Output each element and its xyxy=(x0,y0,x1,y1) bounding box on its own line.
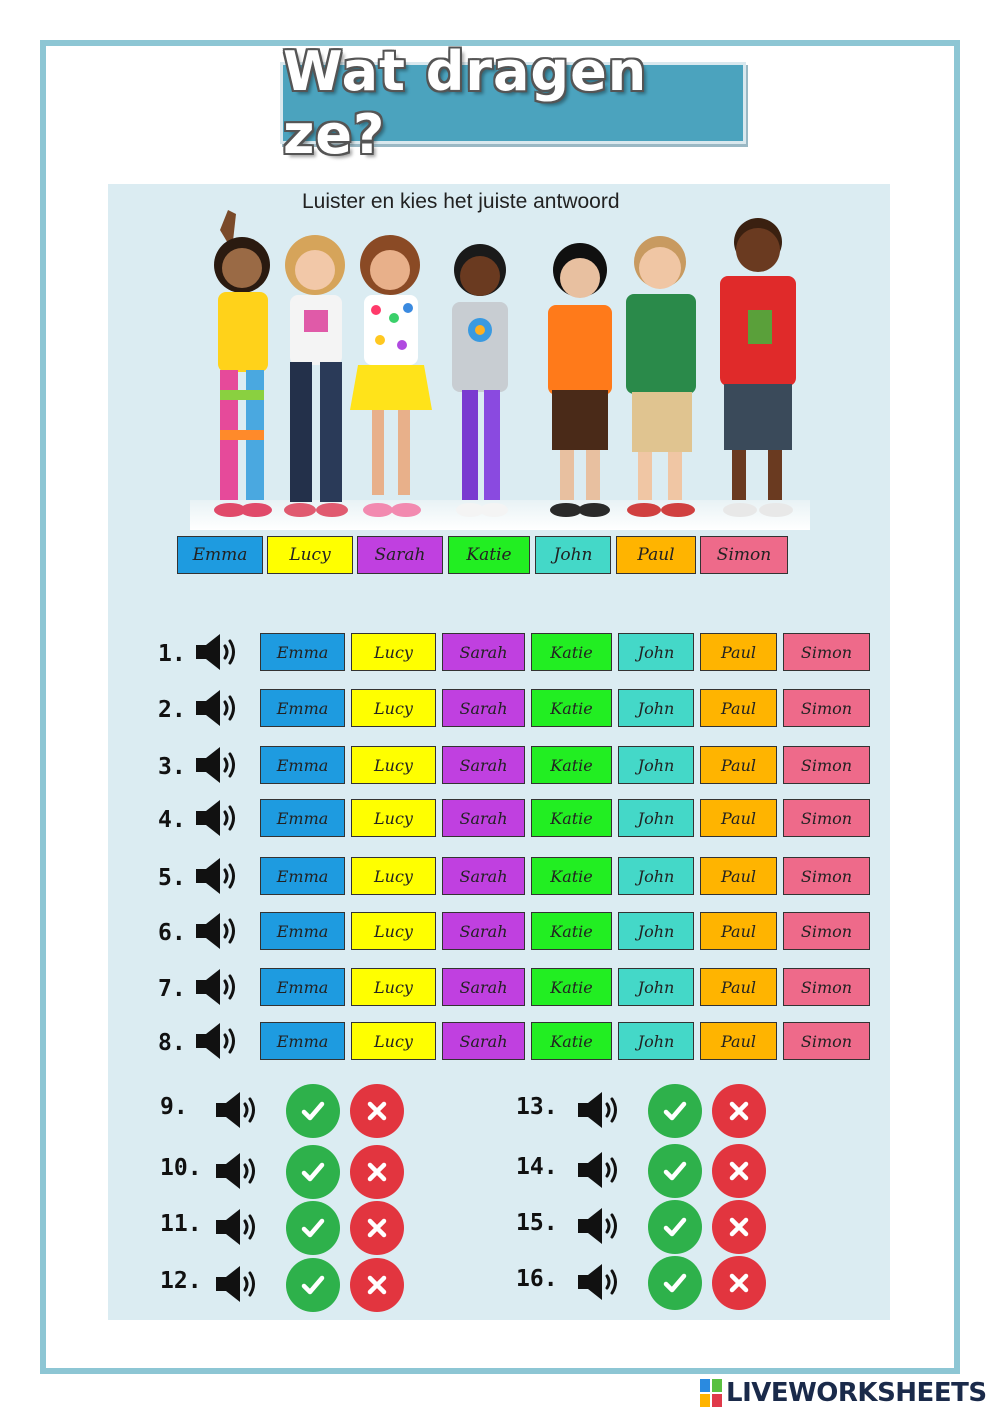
option-sarah[interactable]: Sarah xyxy=(442,746,525,784)
speaker-icon[interactable] xyxy=(194,688,242,728)
option-paul[interactable]: Paul xyxy=(700,912,777,950)
option-katie[interactable]: Katie xyxy=(531,799,612,837)
option-simon[interactable]: Simon xyxy=(783,799,870,837)
option-lucy[interactable]: Lucy xyxy=(351,857,436,895)
check-icon[interactable] xyxy=(286,1258,340,1312)
name-label-simon: Simon xyxy=(700,536,788,574)
question-number: 6. xyxy=(158,920,186,946)
option-emma[interactable]: Emma xyxy=(260,799,345,837)
name-label-paul: Paul xyxy=(616,536,696,574)
option-emma[interactable]: Emma xyxy=(260,633,345,671)
option-simon[interactable]: Simon xyxy=(783,968,870,1006)
option-lucy[interactable]: Lucy xyxy=(351,799,436,837)
option-simon[interactable]: Simon xyxy=(783,1022,870,1060)
question-number: 12. xyxy=(160,1268,202,1294)
option-emma[interactable]: Emma xyxy=(260,689,345,727)
name-label-emma: Emma xyxy=(177,536,263,574)
option-john[interactable]: John xyxy=(618,689,694,727)
option-simon[interactable]: Simon xyxy=(783,689,870,727)
name-label-john: John xyxy=(535,536,611,574)
check-icon[interactable] xyxy=(648,1200,702,1254)
option-sarah[interactable]: Sarah xyxy=(442,799,525,837)
option-paul[interactable]: Paul xyxy=(700,689,777,727)
speaker-icon[interactable] xyxy=(194,745,242,785)
option-paul[interactable]: Paul xyxy=(700,746,777,784)
check-icon[interactable] xyxy=(648,1144,702,1198)
option-john[interactable]: John xyxy=(618,633,694,671)
cross-icon[interactable] xyxy=(712,1256,766,1310)
option-lucy[interactable]: Lucy xyxy=(351,746,436,784)
cross-icon[interactable] xyxy=(712,1200,766,1254)
option-emma[interactable]: Emma xyxy=(260,746,345,784)
option-john[interactable]: John xyxy=(618,857,694,895)
option-paul[interactable]: Paul xyxy=(700,1022,777,1060)
question-number: 3. xyxy=(158,754,186,780)
option-simon[interactable]: Simon xyxy=(783,633,870,671)
child-5 xyxy=(548,243,612,517)
option-emma[interactable]: Emma xyxy=(260,968,345,1006)
option-lucy[interactable]: Lucy xyxy=(351,689,436,727)
option-simon[interactable]: Simon xyxy=(783,746,870,784)
question-number: 7. xyxy=(158,976,186,1002)
option-simon[interactable]: Simon xyxy=(783,912,870,950)
name-label-katie: Katie xyxy=(448,536,530,574)
name-label-sarah: Sarah xyxy=(357,536,443,574)
cross-icon[interactable] xyxy=(350,1084,404,1138)
option-john[interactable]: John xyxy=(618,746,694,784)
question-number: 10. xyxy=(160,1155,202,1181)
cross-icon[interactable] xyxy=(350,1258,404,1312)
question-number: 4. xyxy=(158,807,186,833)
option-lucy[interactable]: Lucy xyxy=(351,912,436,950)
speaker-icon[interactable] xyxy=(194,798,242,838)
question-number: 15. xyxy=(516,1210,558,1236)
question-number: 8. xyxy=(158,1030,186,1056)
check-icon[interactable] xyxy=(648,1256,702,1310)
option-katie[interactable]: Katie xyxy=(531,912,612,950)
cross-icon[interactable] xyxy=(350,1201,404,1255)
option-emma[interactable]: Emma xyxy=(260,1022,345,1060)
option-sarah[interactable]: Sarah xyxy=(442,857,525,895)
child-2 xyxy=(284,235,348,517)
child-7 xyxy=(720,218,796,517)
speaker-icon[interactable] xyxy=(194,856,242,896)
option-emma[interactable]: Emma xyxy=(260,912,345,950)
question-number: 11. xyxy=(160,1211,202,1237)
option-john[interactable]: John xyxy=(618,1022,694,1060)
option-sarah[interactable]: Sarah xyxy=(442,968,525,1006)
option-emma[interactable]: Emma xyxy=(260,857,345,895)
option-sarah[interactable]: Sarah xyxy=(442,689,525,727)
check-icon[interactable] xyxy=(648,1084,702,1138)
question-number: 5. xyxy=(158,865,186,891)
speaker-icon[interactable] xyxy=(194,632,242,672)
logo-icon xyxy=(700,1379,722,1407)
option-simon[interactable]: Simon xyxy=(783,857,870,895)
speaker-icon[interactable] xyxy=(214,1264,262,1304)
option-paul[interactable]: Paul xyxy=(700,633,777,671)
speaker-icon[interactable] xyxy=(576,1206,624,1246)
check-icon[interactable] xyxy=(286,1201,340,1255)
option-katie[interactable]: Katie xyxy=(531,857,612,895)
speaker-icon[interactable] xyxy=(194,911,242,951)
page-title: Wat dragen ze? xyxy=(283,40,648,166)
question-number: 16. xyxy=(516,1266,558,1292)
title-banner xyxy=(280,40,746,166)
speaker-icon[interactable] xyxy=(214,1090,262,1130)
speaker-icon[interactable] xyxy=(214,1151,262,1191)
logo-text: LIVEWORKSHEETS xyxy=(726,1378,987,1408)
check-icon[interactable] xyxy=(286,1084,340,1138)
option-katie[interactable]: Katie xyxy=(531,1022,612,1060)
question-number: 9. xyxy=(160,1094,188,1120)
option-paul[interactable]: Paul xyxy=(700,857,777,895)
option-lucy[interactable]: Lucy xyxy=(351,633,436,671)
question-number: 13. xyxy=(516,1094,558,1120)
speaker-icon[interactable] xyxy=(576,1090,624,1130)
children-photo xyxy=(180,210,810,530)
option-katie[interactable]: Katie xyxy=(531,746,612,784)
speaker-icon[interactable] xyxy=(194,967,242,1007)
question-number: 2. xyxy=(158,697,186,723)
option-katie[interactable]: Katie xyxy=(531,968,612,1006)
option-katie[interactable]: Katie xyxy=(531,689,612,727)
option-john[interactable]: John xyxy=(618,968,694,1006)
option-sarah[interactable]: Sarah xyxy=(442,912,525,950)
cross-icon[interactable] xyxy=(712,1144,766,1198)
child-3 xyxy=(350,235,432,517)
option-katie[interactable]: Katie xyxy=(531,633,612,671)
option-lucy[interactable]: Lucy xyxy=(351,1022,436,1060)
option-sarah[interactable]: Sarah xyxy=(442,633,525,671)
option-lucy[interactable]: Lucy xyxy=(351,968,436,1006)
liveworksheets-logo xyxy=(700,1377,987,1409)
option-paul[interactable]: Paul xyxy=(700,968,777,1006)
check-icon[interactable] xyxy=(286,1145,340,1199)
instruction-text: Luister en kies het juiste antwoord xyxy=(302,190,620,213)
option-sarah[interactable]: Sarah xyxy=(442,1022,525,1060)
child-6 xyxy=(626,236,696,517)
speaker-icon[interactable] xyxy=(214,1207,262,1247)
option-john[interactable]: John xyxy=(618,912,694,950)
question-number: 14. xyxy=(516,1154,558,1180)
cross-icon[interactable] xyxy=(712,1084,766,1138)
child-1 xyxy=(214,210,272,517)
option-paul[interactable]: Paul xyxy=(700,799,777,837)
question-number: 1. xyxy=(158,641,186,667)
option-john[interactable]: John xyxy=(618,799,694,837)
child-4 xyxy=(452,244,508,517)
speaker-icon[interactable] xyxy=(576,1262,624,1302)
speaker-icon[interactable] xyxy=(576,1150,624,1190)
speaker-icon[interactable] xyxy=(194,1021,242,1061)
name-label-lucy: Lucy xyxy=(267,536,353,574)
cross-icon[interactable] xyxy=(350,1145,404,1199)
